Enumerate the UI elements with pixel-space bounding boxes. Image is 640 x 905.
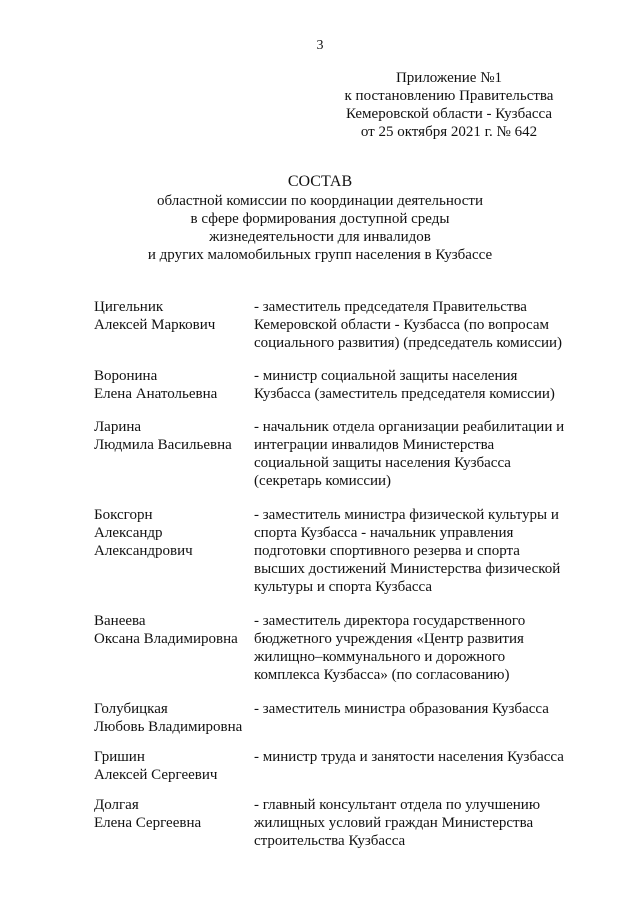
role-line: - начальник отдела организации реабилитации и — [254, 419, 565, 435]
member-surname: Цигельник — [94, 299, 164, 315]
member-entry — [94, 700, 574, 736]
role-line: - заместитель председателя Правительства — [254, 299, 527, 315]
appendix-line: от 25 октября 2021 г. № 642 — [360, 124, 538, 140]
member-entry — [94, 418, 574, 490]
member-given-names: Людмила Васильевна — [94, 437, 232, 453]
role-line: подготовки спортивного резерва и спорта — [254, 543, 520, 559]
member-surname: Ларина — [94, 419, 142, 435]
role-line: социального развития) (председатель комиссии) — [254, 335, 563, 351]
role-line: культуры и спорта Кузбасса — [254, 579, 433, 595]
member-role — [254, 298, 574, 352]
member-given-names: Александр — [94, 525, 163, 541]
member-role — [254, 418, 574, 490]
role-line: спорта Кузбасса - начальник управления — [254, 525, 514, 541]
member-patronymic: Александрович — [94, 543, 193, 559]
member-name — [94, 748, 254, 784]
member-role — [254, 506, 574, 596]
member-surname: Долгая — [94, 797, 139, 813]
title-line: областной комиссии по координации деятельности — [157, 193, 483, 209]
member-surname: Воронина — [94, 368, 158, 384]
member-given-names: Любовь Владимировна — [94, 719, 243, 735]
member-name — [94, 418, 254, 490]
role-line: Кузбасса (заместитель председателя комиссии) — [254, 386, 555, 402]
role-line: - заместитель министра образования Кузбасса — [254, 701, 549, 717]
member-name — [94, 506, 254, 596]
member-given-names: Алексей Маркович — [94, 317, 216, 333]
role-line: бюджетного учреждения «Центр развития — [254, 631, 524, 647]
appendix-line: Приложение №1 — [395, 70, 503, 86]
role-line: социальной защиты населения Кузбасса — [254, 455, 511, 471]
role-line: высших достижений Министерства физической — [254, 561, 561, 577]
member-role — [254, 367, 574, 403]
member-surname: Ванеева — [94, 613, 146, 629]
member-entry — [94, 506, 574, 596]
role-line: (секретарь комиссии) — [254, 473, 392, 489]
role-line: строительства Кузбасса — [254, 833, 406, 849]
member-given-names: Оксана Владимировна — [94, 631, 238, 647]
member-given-names: Елена Сергеевна — [94, 815, 202, 831]
members-list — [94, 298, 574, 850]
member-role — [254, 700, 574, 736]
role-line: - главный консультант отдела по улучшению — [254, 797, 541, 813]
member-surname: Голубицкая — [94, 701, 168, 717]
member-entry — [94, 367, 574, 403]
member-entry — [94, 612, 574, 684]
member-surname: Боксгорн — [94, 507, 153, 523]
role-line: интеграции инвалидов Министерства — [254, 437, 495, 453]
title-line: и других маломобильных групп населения в Кузбассе — [147, 247, 493, 263]
member-given-names: Алексей Сергеевич — [94, 767, 218, 783]
member-name — [94, 796, 254, 850]
role-line: жилищно–коммунального и дорожного — [254, 649, 506, 665]
member-entry — [94, 298, 574, 352]
member-role — [254, 612, 574, 684]
role-line: жилищных условий граждан Министерства — [254, 815, 534, 831]
title-line: в сфере формирования доступной среды — [190, 211, 450, 227]
title-heading: СОСТАВ — [287, 173, 353, 190]
member-name — [94, 367, 254, 403]
appendix-line: Кемеровской области - Кузбасса — [345, 106, 553, 122]
member-role — [254, 796, 574, 850]
member-given-names: Елена Анатольевна — [94, 386, 218, 402]
member-name — [94, 612, 254, 684]
member-entry — [94, 748, 574, 784]
document-title — [0, 173, 640, 264]
appendix-line: к постановлению Правительства — [344, 88, 554, 104]
title-line: жизнедеятельности для инвалидов — [209, 229, 431, 245]
member-name — [94, 700, 254, 736]
role-line: - заместитель директора государственного — [254, 613, 526, 629]
role-line: Кемеровской области - Кузбасса (по вопросам — [254, 317, 549, 333]
member-role — [254, 748, 574, 784]
role-line: - министр труда и занятости населения Кузбасса — [254, 749, 564, 765]
member-entry — [94, 796, 574, 850]
member-name — [94, 298, 254, 352]
appendix-header — [344, 69, 554, 141]
member-surname: Гришин — [94, 749, 145, 765]
page-number: 3 — [316, 38, 324, 53]
role-line: комплекса Кузбасса» (по согласованию) — [254, 667, 510, 683]
role-line: - министр социальной защиты населения — [254, 368, 518, 384]
role-line: - заместитель министра физической культуры и — [254, 507, 559, 523]
